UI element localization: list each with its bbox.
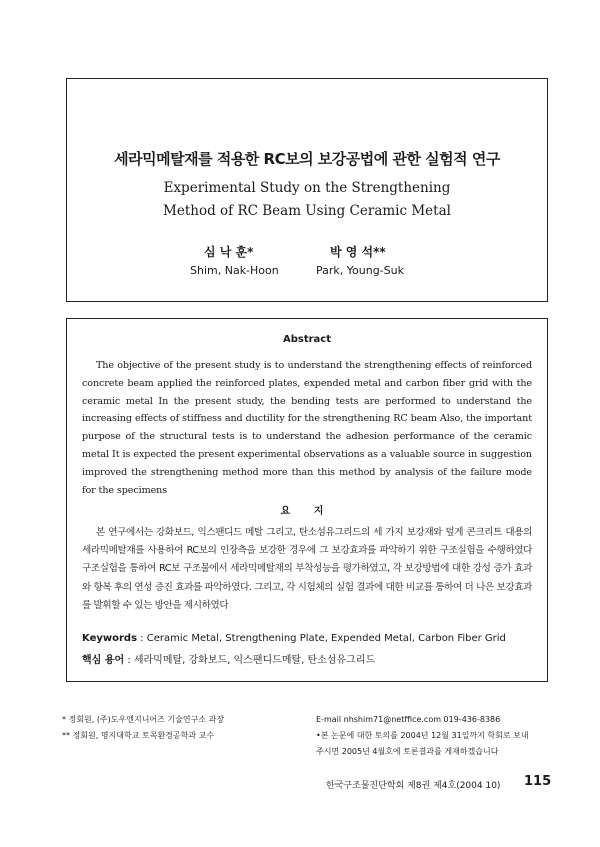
keywords-korean [82, 651, 375, 666]
footnote-author-2: ** 정회원, 명지대학교 토목환경공학과 교수 [62, 731, 215, 740]
abstract-heading: Abstract [282, 334, 332, 345]
footnote-discussion-2: 주시면 2005년 4월호에 토론결과를 게재하겠습니다 [316, 747, 499, 756]
author-1-english: Shim, Nak-Hoon [190, 264, 279, 277]
footnote-email: E-mail nhshim71@netffice.com 019-436-8386 [316, 715, 501, 724]
author-2-korean: 박 영 석** [330, 245, 386, 259]
summary-body: 본 연구에서는 강화보드, 익스팬디드 메탈 그리고, 탄소섬유그리드의 세 가지 보강재와 덮게 콘크리트 대용의 세라믹메탈재를 사용하여 RC보의 인장측을 보강한 경우에 그 보강효과를 파악하기 위한 구조실험을 수행하였다 구조실험을 통하여 RC보 구조물에서 세라믹메탈재의 부착성능을 평가하였고, 각 보강방법에 대한 강성 증가 효과와 항복 후의 연성 증진 효과를 파악하였다. 그리고, 각 시험체의 실험 결과에 대한 비교를 통하여 더 나은 보강효과를 발휘할 수 있는 방안을 제시하였다 [82, 527, 532, 611]
title-english-line-1: Experimental Study on the Strengthening [163, 180, 451, 196]
title-korean: 세라믹메탈재를 적용한 RC보의 보강공법에 관한 실험적 연구 [114, 150, 500, 168]
footnote-discussion-1: •본 논문에 대한 토의를 2004년 12월 31일까지 학회로 보내 [316, 731, 529, 740]
footnotes-contact [316, 712, 529, 760]
keywords-english [82, 633, 506, 644]
keywords-english-text: : Ceramic Metal, Strengthening Plate, Expended Metal, Carbon Fiber Grid [140, 633, 506, 644]
author-1-korean: 심 낙 훈* [204, 245, 254, 259]
footnote-author-1: * 정회원, (주)도우엔지니어즈 기술연구소 과장 [62, 715, 225, 724]
title-english-line-2: Method of RC Beam Using Ceramic Metal [163, 203, 451, 219]
abstract-body: The objective of the present study is to understand the strengthening effects of reinforced concrete beam applied the reinforced plates, expended metal and carbon fiber grid with the ceramic metal In the present study, the bending tests are performed to understand the increasing effects of stiffness and ductility for the strengthening RC beam Also, the important purpose of the structural tests is to understand the adhesion performance of the ceramic metal It is expected the present experimental observations as a valuable source in suggestion improved the strengthening method more than this method by analysis of the failure mode for the specimens [82, 360, 532, 496]
keywords-korean-label: 핵심 용어 [82, 655, 125, 666]
author-2-english: Park, Young-Suk [316, 264, 404, 277]
footnotes-affiliations [62, 712, 224, 744]
keywords-korean-text: : 세라믹메탈, 강화보드, 익스팬디드메탈, 탄소섬유그리드 [127, 655, 376, 666]
page-number: 115 [524, 774, 552, 789]
journal-citation: 한국구조물진단학회 제8권 제4호(2004 10) [326, 781, 501, 791]
summary-heading: 요 지 [280, 506, 334, 517]
keywords-english-label: Keywords [82, 633, 138, 644]
